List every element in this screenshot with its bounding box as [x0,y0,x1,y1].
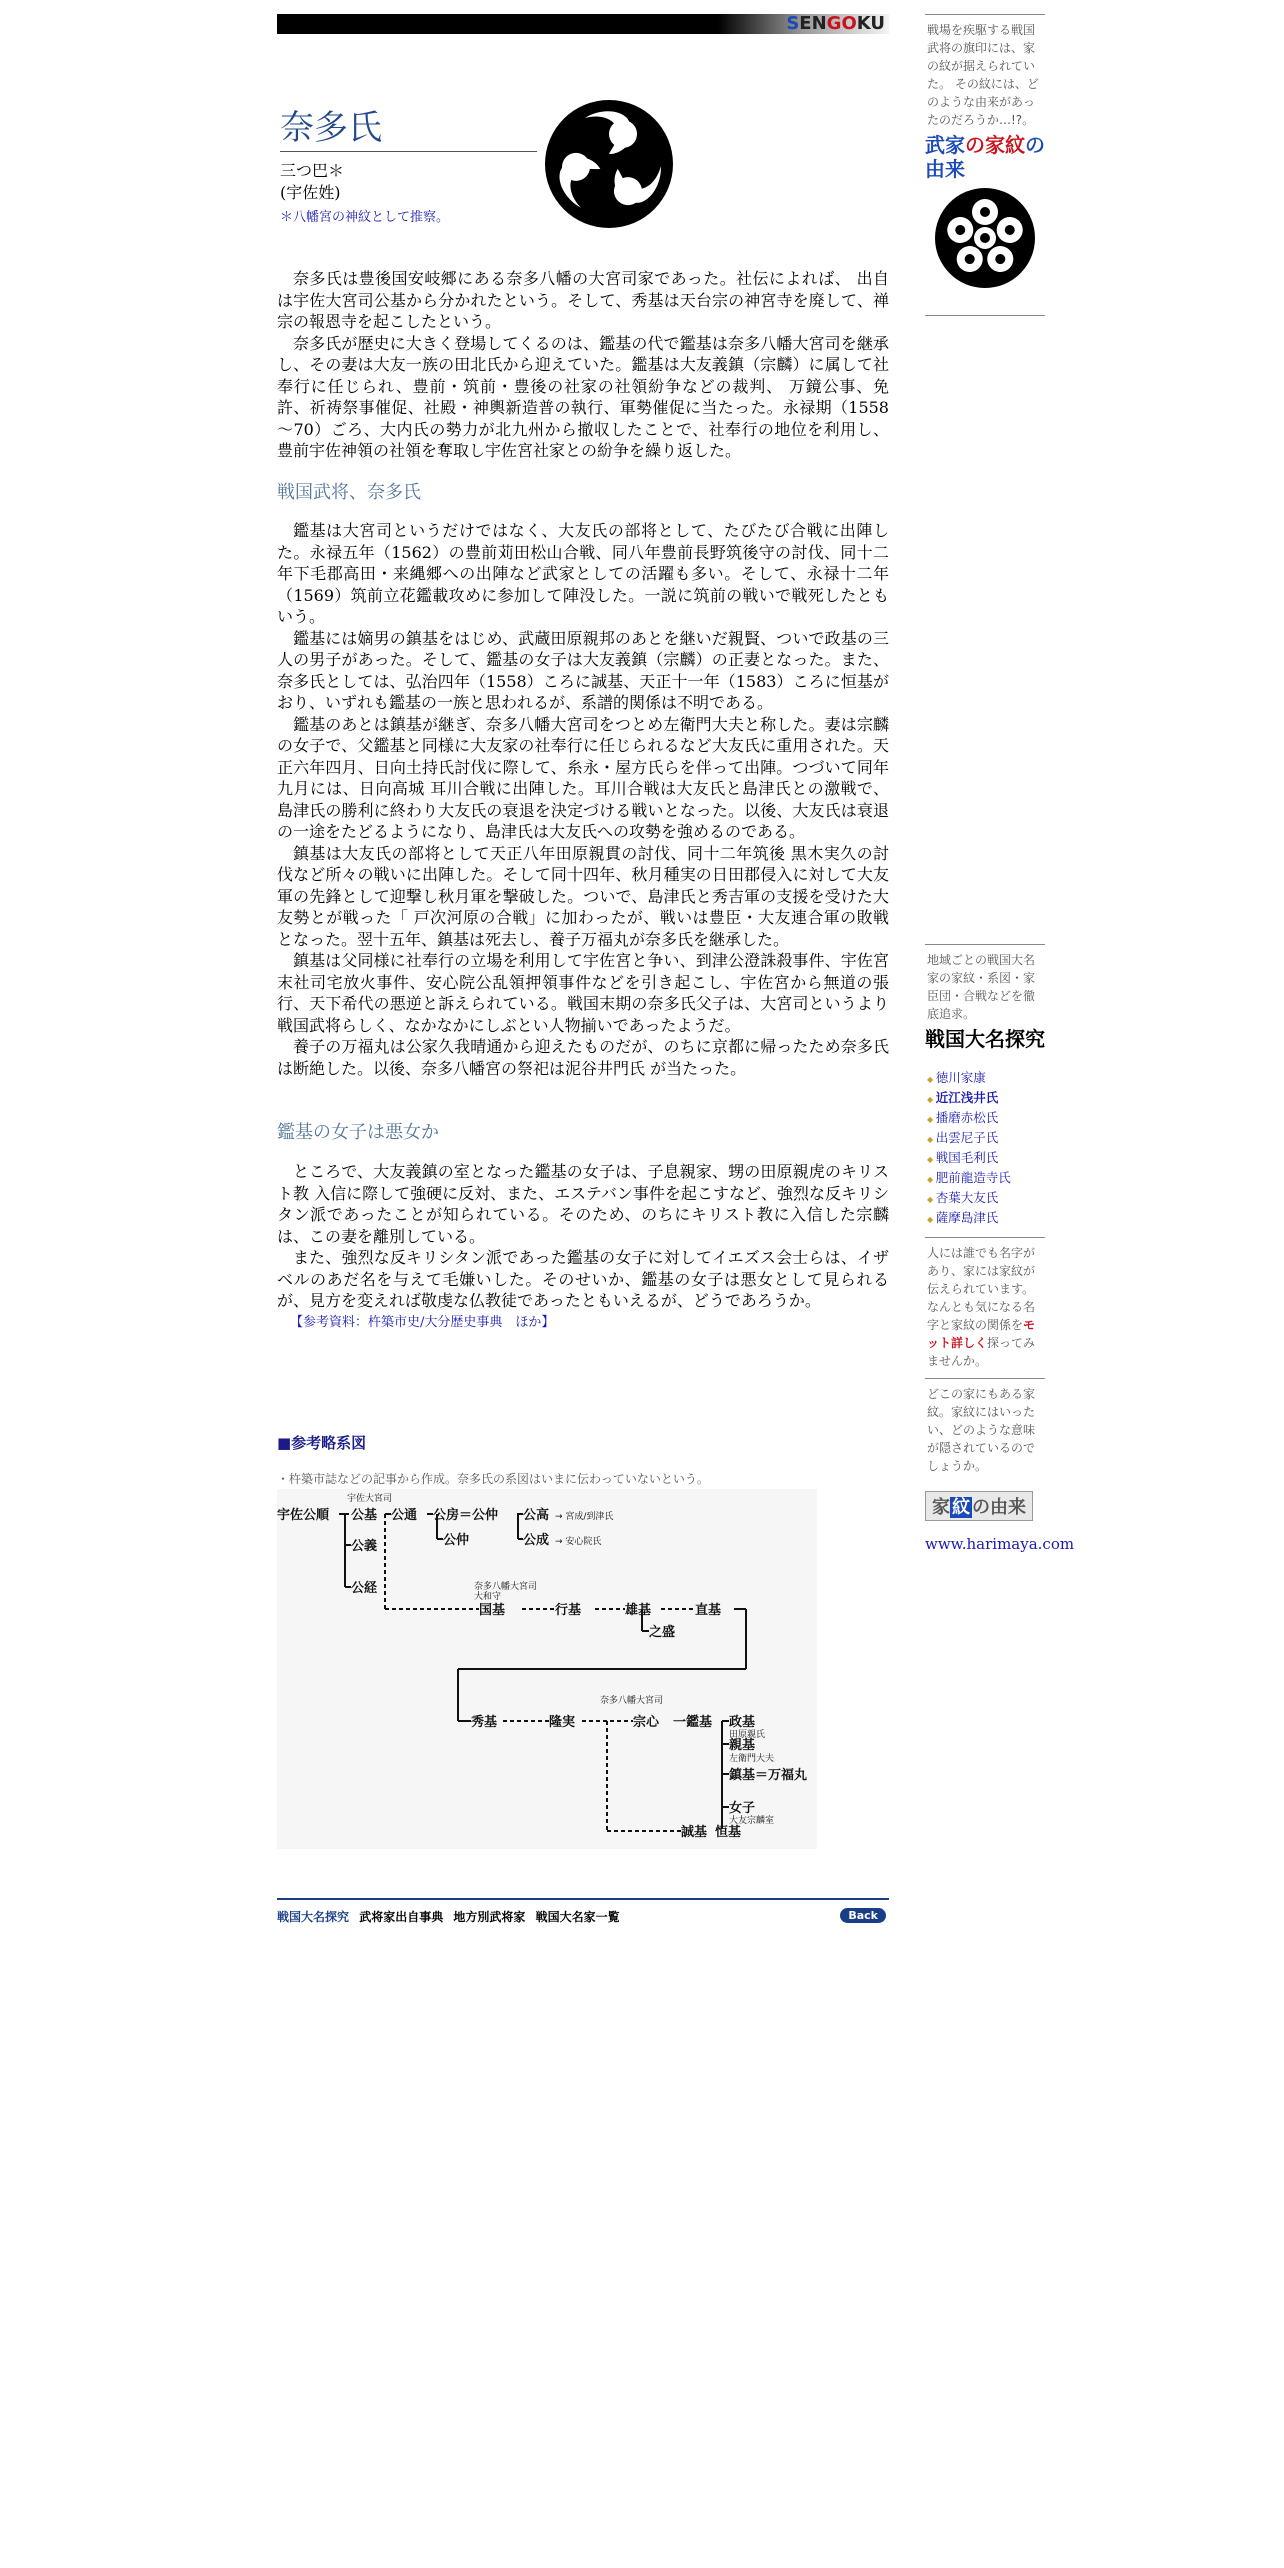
chart-node: 恒基 [715,1825,742,1840]
paragraph: また、強烈な反キリシタン派であった鑑基の女子に対してイエズス会士らは、イザベルのあだ名を与えて毛嫌いした。そのせいか、鑑基の女子は悪女として見られるが、見方を変えれば敬虔な仏教徒であったともいえるが、どうであろうか。 [277,1248,889,1310]
sidebar-desc: 戦場を疾駆する戦国武将の旗印には、家の紋が据えられていた。 その紋には、どのような由来があったのだろうか…!?。 [927,23,1039,127]
section-origin [277,268,889,462]
sidebar-desc: 地域ごとの戦国大名家の家紋・系図・家臣団・合戦などを徹底追求。 [927,953,1036,1021]
chart-node: 親基 [729,1738,756,1753]
sidebar-link[interactable]: 近江浅井氏 [935,1090,999,1105]
chart-note: 左衛門大夫 [729,1754,775,1764]
kamon-label: 三つ巴＊ [280,161,345,180]
sidebar-link[interactable]: 杏葉大友氏 [935,1190,999,1205]
list-item [927,1129,1045,1149]
chart-node: 之盛 [649,1625,676,1640]
sidebar-divider [925,1378,1045,1379]
genealogy-heading: ■参考略系図 [277,1434,367,1452]
chart-node: 雄基 [625,1603,652,1618]
header-bar [277,14,889,34]
paragraph: 鑑基は大宮司というだけではなく、大友氏の部将として、たびたび合戦に出陣した。永禄五年（1562）の豊前苅田松山合戦、同八年豊前長野筑後守の討伐、同十二年下毛郡高田・来縄郷への出陣など武家としての活躍も多い。そして、永禄十二年（1569）筑前立花鑑載攻めに参加して陣没した。一説に筑前の戦いで戦死したともいう。 [277,521,889,626]
main-column [277,13,889,1924]
chart-note: 大友宗麟室 [729,1816,775,1826]
list-item [927,1189,1045,1209]
footer-link[interactable]: 戦国大名家一覧 [535,1910,620,1924]
list-item [927,1069,1045,1089]
chart-note: → 安心院氏 [555,1537,602,1547]
chart-note: 奈多八幡大宮司 [474,1582,538,1592]
kamon-name [280,160,344,204]
chart-node: 宗心 [633,1715,660,1730]
sidebar-desc: 人には誰でも名字があり、家には家紋が伝えられています。なんとも気になる名字と家紋の関係をモット詳しく探ってみませんか。 [927,1246,1036,1368]
back-button[interactable]: Back [840,1908,886,1923]
paragraph: 奈多氏が歴史に大きく登場してくるのは、鑑基の代で鑑基は奈多八幡大宮司を継承し、その妻は大友一族の田北氏から迎えていた。鑑基は大友義鎮（宗麟）に属して社奉行に任じられ、豊前・筑前・豊後の社家の社領紛争などの裁判、 万鏡公事、免許、祈祷祭事催促、社殿・神輿新造普の執行、軍勢催促に当たった。永禄期（1558～70）ごろ、大内氏の勢力が北九州から撤収したことで、社奉行の地位を利用し、豊前宇佐神領の社領を奪取し宇佐宮社家との紛争を繰り返した。 [277,333,889,460]
paragraph: 鑑基には嫡男の鎮基をはじめ、武蔵田原親邦のあとを継いだ親賢、ついで政基の三人の男子があった。そして、鑑基の女子は大友義鎮（宗麟）の正妻となった。また、奈多氏としては、弘治四年（1558）ころに誠基、天正十一年（1583）ころに恒基がおり、いずれも鑑基の一族と思われるが、系譜的関係は不明である。 [277,628,889,712]
paragraph: 養子の万福丸は公家久我晴通から迎えたものだが、のちに京都に帰ったため奈多氏は断絶した。以後、奈多八幡宮の祭祀は泥谷井門氏 が当たった。 [277,1037,889,1078]
chart-note: 大和守 [474,1592,502,1602]
genealogy-note: ・杵築市誌などの記事から作成。奈多氏の系図はいまに伝わっていないという。 [277,1472,709,1486]
paragraph: 鎮基は父同様に社奉行の立場を利用して宇佐宮と争い、到津公澄誅殺事件、宇佐宮末社司宅放火事件、安心院公乱領押領事件などを引き起こし、宇佐宮から無道の張行、天下希代の悪逆と訴えられている。戦国末期の奈多氏父子は、大宮司というより戦国武将らしく、なかなかにしぶとい人物揃いであったようだ。 [277,951,889,1035]
genealogy-chart [277,1489,817,1849]
sidebar-links [927,1069,1045,1229]
chart-note: 宇佐大宮司 [347,1494,393,1504]
paragraph: 鎮基は大友氏の部将として天正八年田原親貫の討伐、同十二年筑後 黒木実久の討伐など所々の戦いに出陣した。そして同十四年、秋月種実の日田郡侵入に対して大友軍の先鋒として迎撃し秋月軍を撃破した。ついで、島津氏と秀吉軍の支援を受けた大友勢とが戦った「 戸次河原の合戦」に加わったが、戦いは豊臣・大友連合軍の敗戦となった。翌十五年、鎮基は死去し、養子万福丸が奈多氏を継承した。 [277,843,889,949]
page-title: 奈多氏 [280,108,382,148]
chart-node: 一鑑基 [673,1715,713,1730]
footer-link[interactable]: 武将家出自事典 [359,1910,444,1924]
sidebar-divider [925,1237,1045,1238]
sidebar-link[interactable]: 戦国毛利氏 [935,1150,999,1165]
reference-note: 【参考資料：杵築市史/大分歴史事典 ほか】 [290,1314,555,1330]
kamon-note: ＊八幡宮の神紋として推察。 [280,210,450,225]
list-item [927,1209,1045,1229]
sidebar-link[interactable]: 出雲尼子氏 [935,1130,999,1145]
chart-node: 公仲 [443,1533,470,1548]
footer-link[interactable]: 戦国大名探究 [277,1910,350,1924]
chart-node: 直基 [695,1603,722,1618]
chart-node: 公成 [523,1533,550,1548]
chart-node: 公経 [351,1581,378,1596]
chart-node: 鎮基＝万福丸 [729,1768,808,1783]
heading-daughter: 鑑基の女子は悪女か [277,1122,439,1143]
sidebar-link[interactable]: 播磨赤松氏 [935,1110,999,1125]
kamon-icon[interactable] [930,183,1040,293]
kamon-yurai-banner[interactable]: 家 紋 の由来 [925,1491,1033,1521]
chart-node: 女子 [729,1801,756,1816]
chart-node: 公通 [391,1508,418,1523]
kamon-origin-banner[interactable]: 武家の家紋の由来 [925,133,1045,181]
chart-node: 公基 [351,1508,378,1523]
list-item [927,1109,1045,1129]
chart-node: 公高 [523,1508,550,1523]
more-link[interactable]: モット詳しく [927,1318,1036,1350]
chart-node: 政基 [729,1715,756,1730]
chart-note: 田原親氏 [729,1730,766,1740]
paragraph: 鑑基のあとは鎮基が継ぎ、奈多八幡大宮司をつとめ左衛門大夫と称した。妻は宗麟の女子で、父鑑基と同様に大友家の社奉行に任じられるなど大友氏に重用された。天正六年四月、日向土持氏討伐に際して、糸永・屋方氏らを伴って出陣。つづいて同年九月には、日向高城 耳川合戦に出陣した。耳川合戦は大友氏と島津氏との激戦で、島津氏の勝利に終わり大友氏の衰退を決定づける戦いとなった。以後、大友氏は衰退の一途をたどるようになり、島津氏は大友氏への攻勢を強めるのである。 [277,714,889,841]
kamon-sei: (宇佐姓) [280,183,341,202]
chart-node: 行基 [555,1603,582,1618]
sidebar-desc: どこの家にもある家紋。家紋にはいったい、どのような意味が隠されているのでしょうか。 [927,1387,1036,1473]
chart-note: → 宮成/到津氏 [555,1512,614,1522]
footer-nav [277,1908,626,1925]
chart-node: 誠基 [681,1825,708,1840]
chart-node: 隆実 [549,1715,576,1730]
sidebar [925,14,1075,1553]
site-url-link[interactable]: www.harimaya.com [925,1535,1075,1553]
footer-divider [277,1898,889,1900]
sidebar-link[interactable]: 薩摩島津氏 [935,1210,999,1225]
sidebar-divider [925,944,1045,945]
sengoku-daimyo-banner[interactable]: 戦国大名探究 [925,1027,1045,1051]
mitsudomoe-icon [543,98,675,230]
sidebar-link[interactable]: 徳川家康 [935,1070,986,1085]
sengoku-logo[interactable]: SENGOKU [786,13,885,34]
paragraph: 奈多氏は豊後国安岐郷にある奈多八幡の大宮司家であった。社伝によれば、 出自は宇佐大宮司公基から分かれたという。そして、秀基は天台宗の神宮寺を廃して、禅宗の報恩寺を起こしたという。 [277,269,889,331]
list-item [927,1089,1045,1109]
chart-node: 宇佐公順 [277,1508,330,1523]
chart-node: 秀基 [471,1715,498,1730]
chart-node: 公義 [351,1539,378,1554]
list-item [927,1169,1045,1189]
title-divider [280,151,537,152]
list-item [927,1149,1045,1169]
sidebar-link[interactable]: 肥前龍造寺氏 [935,1170,1011,1185]
paragraph: ところで、大友義鎮の室となった鑑基の女子は、子息親家、甥の田原親虎のキリスト教 入信に際して強硬に反対、また、エステバン事件を起こすなど、強烈な反キリシタン派であったことが知られている。そのため、のちにキリスト教に入信した宗麟は、この妻を離別している。 [277,1162,889,1246]
chart-node: 公房＝公仲 [433,1508,499,1523]
heading-warlord: 戦国武将、奈多氏 [277,482,421,503]
footer-link[interactable]: 地方別武将家 [453,1910,526,1924]
section-daughter [277,1161,889,1333]
section-warlord [277,520,889,1079]
sidebar-divider [925,14,1045,15]
chart-node: 国基 [479,1603,506,1618]
chart-note: 奈多八幡大宮司 [600,1696,664,1706]
